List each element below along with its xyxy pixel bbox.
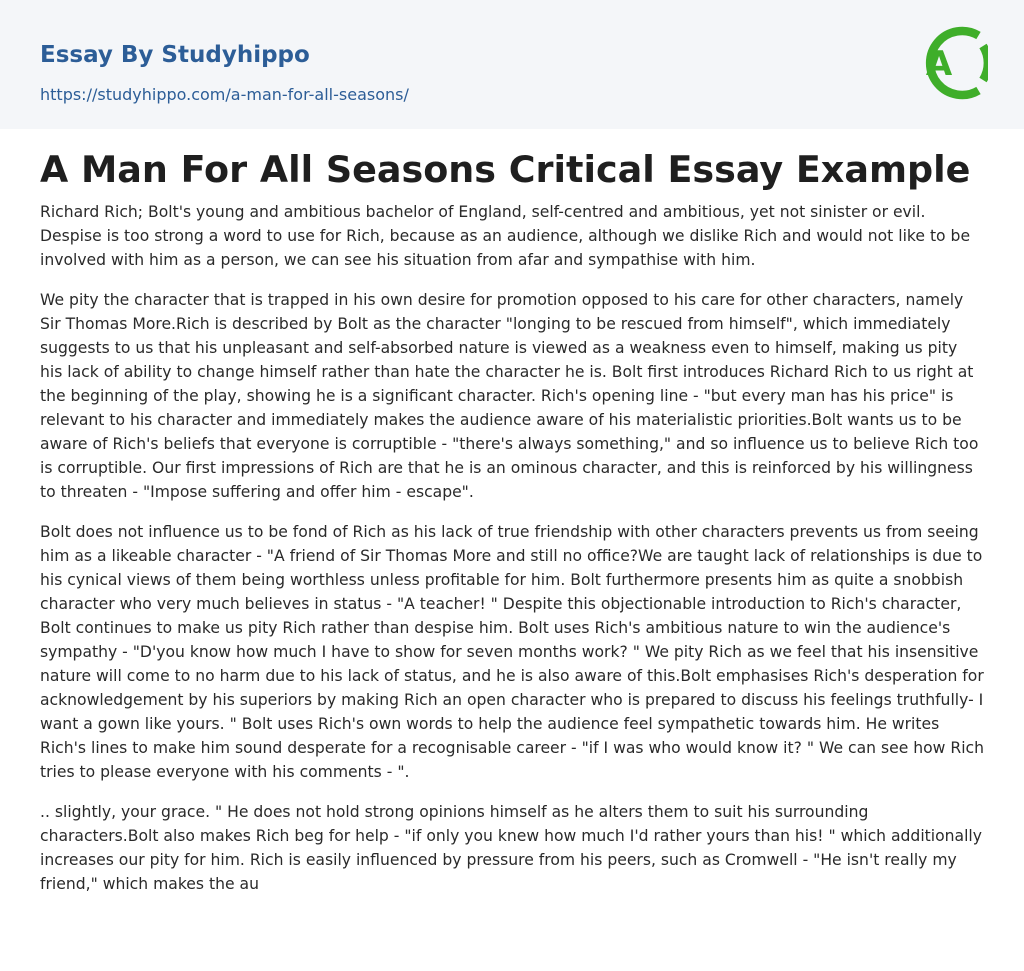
- page-title: A Man For All Seasons Critical Essay Example: [40, 148, 971, 191]
- page-header: [0, 0, 1024, 129]
- paragraph-3: Bolt does not influence us to be fond of Rich as his lack of true friendship with other characters prevents us from seeing him as a likeable character - "A friend of Sir Thomas More and still no office?We are taught lack of relationships is due to his cynical views of them being worthless unless profitable for him. Bolt furthermore presents him as quite a snobbish character who very much believes in status - "A teacher! " Despite this objectionable introduction to Rich's character, Bolt continues to make us pity Rich rather than despise him. Bolt uses Rich's ambitious nature to win the audience's sympathy - "D'you know how much I have to show for seven months work? " We pity Rich as we feel that his insensitive nature will come to no harm due to his lack of status, and he is also aware of this.Bolt emphasises Rich's desperation for acknowledgement by his superiors by making Rich an open character who is prepared to discuss his feelings truthfully- I want a gown like yours. " Bolt uses Rich's own words to help the audience feel sympathetic towards him. He writes Rich's lines to make him sound desperate for a recognisable career - "if I was who would know it? " We can see how Rich tries to please everyone with his comments - ".: [40, 523, 985, 781]
- studyhippo-logo-icon[interactable]: [914, 18, 988, 108]
- paragraph-4: .. slightly, your grace. " He does not hold strong opinions himself as he alters them to suit his surrounding characters.Bolt also makes Rich beg for help - "if only you knew how much I'd rather yours than his! " which additionally increases our pity for him. Rich is easily influenced by pressure from his peers, such as Cromwell - "He isn't really my friend," which makes the au: [40, 803, 982, 893]
- paragraph-1: Richard Rich; Bolt's young and ambitious bachelor of England, self-centred and ambitious, yet not sinister or evil. Despise is too strong a word to use for Rich, because as an audience, although we dislike Rich and would not like to be involved with him as a person, we can see his situation from afar and sympathise with him.: [40, 203, 971, 269]
- paragraph-2: We pity the character that is trapped in his own desire for promotion opposed to his care for other characters, namely Sir Thomas More.Rich is described by Bolt as the character "longing to be rescued from himself", which immediately suggests to us that his unpleasant and self-absorbed nature is viewed as a weakness even to himself, making us pity his lack of ability to change himself rather than hate the character he is. Bolt first introduces Richard Rich to us right at the beginning of the play, showing he is a significant character. Rich's opening line - "but every man has his price" is relevant to his character and immediately makes the audience aware of his materialistic priorities.Bolt wants us to be aware of Rich's beliefs that everyone is corruptible - "there's always something," and so influence us to believe Rich too is corruptible. Our first impressions of Rich are that he is an ominous character, and this is reinforced by his willingness to threaten - "Impose suffering and offer him - escape".: [40, 291, 979, 501]
- logo-letter: A: [925, 44, 953, 84]
- site-brand[interactable]: Essay By Studyhippo: [40, 42, 310, 68]
- article: [0, 129, 1024, 896]
- source-url-link[interactable]: https://studyhippo.com/a-man-for-all-seasons/: [40, 85, 409, 104]
